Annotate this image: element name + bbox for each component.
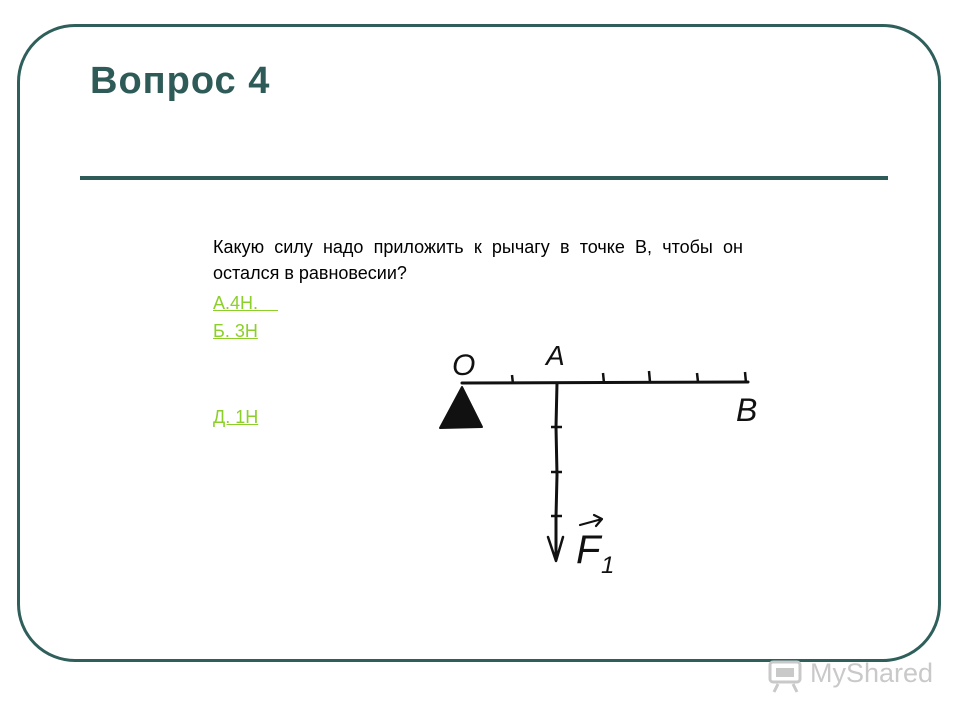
watermark [766, 652, 934, 696]
question-text: Какую силу надо приложить к рычагу в точке В, чтобы он остался в равновесии? [213, 237, 743, 283]
point-a-label: A [546, 340, 565, 371]
answer-a-link[interactable]: А.4Н. [213, 293, 279, 313]
pivot-label: O [452, 349, 476, 382]
watermark-text: MyShared [810, 658, 934, 688]
answer-b-link[interactable]: Б. 3Н [213, 321, 258, 341]
slide-title: Вопрос 4 [90, 60, 271, 102]
force-label: F [576, 528, 601, 572]
vector-arrow-icon [580, 515, 602, 526]
pivot-triangle-icon [440, 387, 482, 428]
answer-d-link[interactable]: Д. 1Н [213, 407, 259, 427]
force-subscript-label: 1 [601, 552, 615, 579]
lever-diagram [430, 335, 770, 580]
lever-tick [649, 371, 650, 382]
watermark-logo-icon [766, 652, 810, 696]
lever-tick [745, 372, 746, 383]
point-b-label: B [736, 392, 758, 428]
lever-tick [512, 375, 513, 384]
title-divider [80, 176, 888, 180]
lever-tick [697, 373, 698, 382]
lever-tick [603, 373, 604, 383]
